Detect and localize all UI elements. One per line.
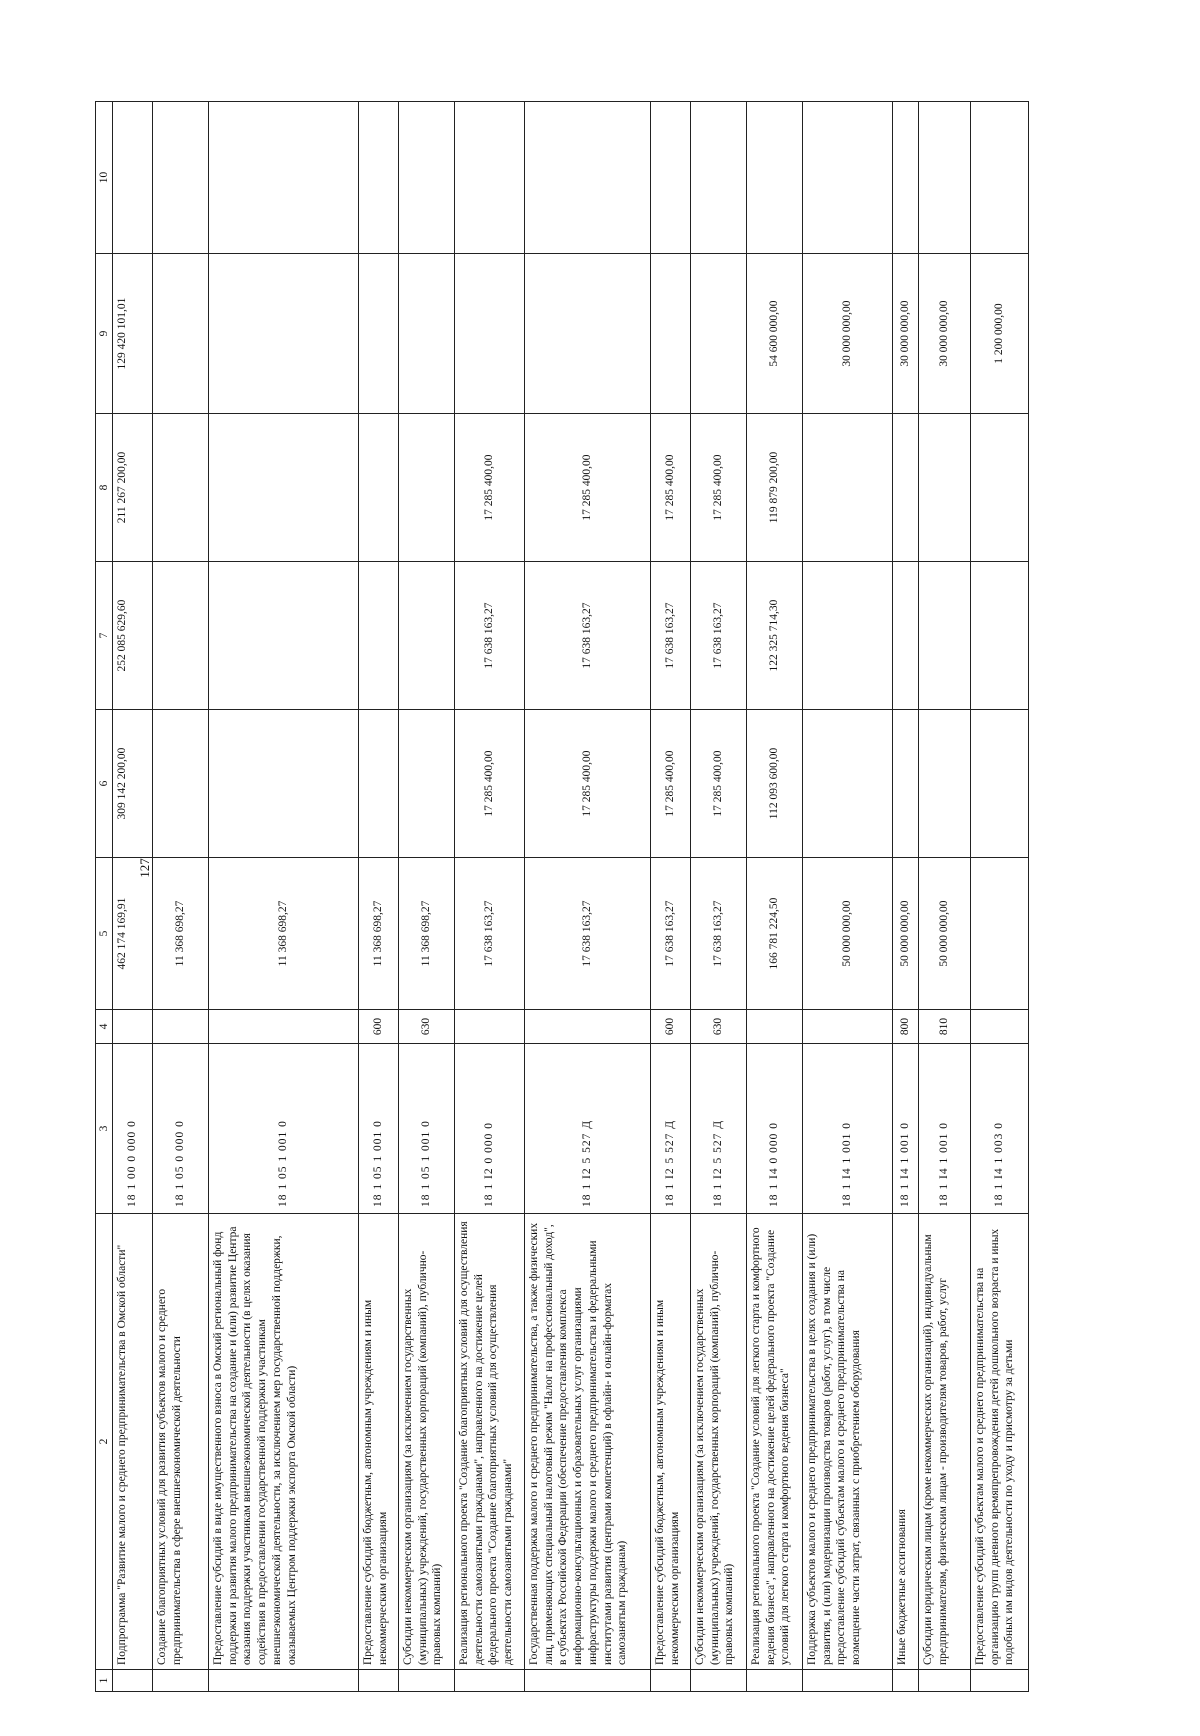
value-col7-cell xyxy=(893,562,919,710)
group-cell xyxy=(209,1010,359,1044)
row-name-cell: Предоставление субсидий бюджетным, автономным учреждениям и иным некоммерческим организациям xyxy=(651,1214,691,1670)
value-col10-cell xyxy=(153,102,209,254)
group-cell: 630 xyxy=(399,1010,455,1044)
value-col9-cell xyxy=(651,254,691,414)
value-col6-cell xyxy=(803,710,893,858)
group-cell xyxy=(803,1010,893,1044)
blank-cell xyxy=(209,1670,359,1692)
table-row xyxy=(691,102,747,1692)
group-cell xyxy=(153,1010,209,1044)
value-col5-cell: 50 000 000,00 xyxy=(893,858,919,1010)
value-col5-cell: 11 368 698,27 xyxy=(359,858,399,1010)
group-cell: 600 xyxy=(359,1010,399,1044)
table-row xyxy=(893,102,919,1692)
group-cell xyxy=(455,1010,525,1044)
value-col8-cell xyxy=(893,414,919,562)
group-cell xyxy=(747,1010,803,1044)
code-cell: 18 1 I4 1 001 0 xyxy=(803,1044,893,1214)
value-col5-cell xyxy=(971,858,1029,1010)
value-col6-cell: 17 285 400,00 xyxy=(651,710,691,858)
code-cell: 18 1 I2 5 527 Д xyxy=(525,1044,651,1214)
value-col6-cell: 112 093 600,00 xyxy=(747,710,803,858)
value-col8-cell xyxy=(209,414,359,562)
value-col6-cell xyxy=(919,710,971,858)
row-name-cell: Предоставление субсидий бюджетным, автономным учреждениям и иным некоммерческим организациям xyxy=(359,1214,399,1670)
value-col7-cell xyxy=(971,562,1029,710)
group-cell xyxy=(971,1010,1029,1044)
blank-cell xyxy=(455,1670,525,1692)
header-row xyxy=(96,102,113,1692)
column-header: 3 xyxy=(96,1044,113,1214)
blank-cell xyxy=(971,1670,1029,1692)
table-row xyxy=(651,102,691,1692)
value-col10-cell xyxy=(893,102,919,254)
value-col6-cell xyxy=(359,710,399,858)
value-col6-cell xyxy=(971,710,1029,858)
value-col8-cell xyxy=(359,414,399,562)
table-row xyxy=(399,102,455,1692)
table-row xyxy=(747,102,803,1692)
value-col7-cell: 17 638 163,27 xyxy=(651,562,691,710)
value-col9-cell: 30 000 000,00 xyxy=(893,254,919,414)
row-name-cell: Субсидии юридическим лицам (кроме некоммерческих организаций), индивидуальным предпринимателям, физическим лицам - производителям товаров, работ, услуг xyxy=(919,1214,971,1670)
column-header: 8 xyxy=(96,414,113,562)
row-name-cell: Субсидии некоммерческим организациям (за исключением государственных (муниципальных) учреждений, государственных корпораций (компаний), публично-правовых компаний) xyxy=(691,1214,747,1670)
value-col8-cell: 17 285 400,00 xyxy=(525,414,651,562)
blank-cell xyxy=(893,1670,919,1692)
value-col10-cell xyxy=(919,102,971,254)
column-header: 1 xyxy=(96,1670,113,1692)
value-col10-cell xyxy=(399,102,455,254)
value-col7-cell xyxy=(803,562,893,710)
value-col8-cell: 17 285 400,00 xyxy=(455,414,525,562)
code-cell: 18 1 I4 1 001 0 xyxy=(919,1044,971,1214)
table-row xyxy=(153,102,209,1692)
value-col7-cell: 17 638 163,27 xyxy=(455,562,525,710)
row-name-cell: Иные бюджетные ассигнования xyxy=(893,1214,919,1670)
blank-cell xyxy=(113,1670,153,1692)
value-col10-cell xyxy=(209,102,359,254)
value-col10-cell xyxy=(747,102,803,254)
table-row xyxy=(971,102,1029,1692)
value-col9-cell xyxy=(209,254,359,414)
value-col9-cell xyxy=(359,254,399,414)
budget-table xyxy=(95,101,1029,1692)
value-col9-cell xyxy=(525,254,651,414)
value-col8-cell: 119 879 200,00 xyxy=(747,414,803,562)
value-col10-cell xyxy=(113,102,153,254)
value-col5-cell: 11 368 698,27 xyxy=(153,858,209,1010)
row-name-cell: Создание благоприятных условий для развития субъектов малого и среднего предпринимательства в сфере внешнеэкономической деятельности xyxy=(153,1214,209,1670)
value-col10-cell xyxy=(803,102,893,254)
blank-cell xyxy=(399,1670,455,1692)
value-col9-cell xyxy=(691,254,747,414)
value-col5-cell: 17 638 163,27 xyxy=(691,858,747,1010)
value-col6-cell: 309 142 200,00 xyxy=(113,710,153,858)
value-col7-cell: 17 638 163,27 xyxy=(525,562,651,710)
blank-cell xyxy=(919,1670,971,1692)
table-row xyxy=(359,102,399,1692)
value-col8-cell xyxy=(919,414,971,562)
row-name-cell: Реализация регионального проекта "Создание условий для легкого старта и комфортного ведения бизнеса", направленного на достижение целей федерального проекта "Создание условий для легкого старта и комфортного ведения бизнеса" xyxy=(747,1214,803,1670)
value-col5-cell: 462 174 169,91 xyxy=(113,858,153,1010)
table-row xyxy=(209,102,359,1692)
value-col10-cell xyxy=(359,102,399,254)
column-header: 10 xyxy=(96,102,113,254)
code-cell: 18 1 I2 5 527 Д xyxy=(691,1044,747,1214)
value-col9-cell: 129 420 101,01 xyxy=(113,254,153,414)
rotated-table-container xyxy=(95,102,1135,1692)
row-name-cell: Реализация регионального проекта "Создание благоприятных условий для осуществления деятельности самозанятыми гражданами", направленного на достижение целей федерального проекта "Создание благоприятных условий для осуществления деятельности самозанятыми гражданами" xyxy=(455,1214,525,1670)
blank-cell xyxy=(153,1670,209,1692)
group-cell: 600 xyxy=(651,1010,691,1044)
value-col8-cell xyxy=(399,414,455,562)
code-cell: 18 1 I2 0 000 0 xyxy=(455,1044,525,1214)
value-col9-cell: 1 200 000,00 xyxy=(971,254,1029,414)
value-col7-cell xyxy=(359,562,399,710)
blank-cell xyxy=(359,1670,399,1692)
code-cell: 18 1 00 0 000 0 xyxy=(113,1044,153,1214)
value-col10-cell xyxy=(651,102,691,254)
column-header: 2 xyxy=(96,1214,113,1670)
value-col7-cell xyxy=(153,562,209,710)
value-col5-cell: 11 368 698,27 xyxy=(399,858,455,1010)
value-col6-cell: 17 285 400,00 xyxy=(455,710,525,858)
code-cell: 18 1 05 0 000 0 xyxy=(153,1044,209,1214)
row-name-cell: Предоставление субсидий в виде имущественного взноса в Омский региональный фонд поддержки и развития малого предпринимательства на создание и (или) развитие Центра оказания поддержки участникам внешнеэкономической деятельности (в целях оказания содействия в предоставлении государственной поддержки участникам внешнеэкономической деятельности, за исключением мер государственной поддержки, оказываемых Центром поддержки экспорта Омской области) xyxy=(209,1214,359,1670)
value-col8-cell xyxy=(153,414,209,562)
code-cell: 18 1 I2 5 527 Д xyxy=(651,1044,691,1214)
value-col9-cell: 54 600 000,00 xyxy=(747,254,803,414)
value-col8-cell: 17 285 400,00 xyxy=(691,414,747,562)
value-col9-cell: 30 000 000,00 xyxy=(803,254,893,414)
page-number: 127 xyxy=(136,858,152,878)
value-col9-cell xyxy=(399,254,455,414)
table-row xyxy=(525,102,651,1692)
blank-cell xyxy=(747,1670,803,1692)
value-col5-cell: 50 000 000,00 xyxy=(919,858,971,1010)
value-col6-cell xyxy=(399,710,455,858)
value-col8-cell xyxy=(971,414,1029,562)
group-cell xyxy=(525,1010,651,1044)
value-col6-cell: 17 285 400,00 xyxy=(525,710,651,858)
value-col7-cell xyxy=(919,562,971,710)
value-col10-cell xyxy=(525,102,651,254)
value-col9-cell xyxy=(153,254,209,414)
group-cell xyxy=(113,1010,153,1044)
group-cell: 800 xyxy=(893,1010,919,1044)
table-row xyxy=(455,102,525,1692)
value-col7-cell: 17 638 163,27 xyxy=(691,562,747,710)
value-col6-cell xyxy=(893,710,919,858)
value-col5-cell: 17 638 163,27 xyxy=(455,858,525,1010)
column-header: 7 xyxy=(96,562,113,710)
column-header: 5 xyxy=(96,858,113,1010)
blank-cell xyxy=(803,1670,893,1692)
row-name-cell: Предоставление субсидий субъектам малого и среднего предпринимательства на организацию групп дневного времяпрепровождения детей дошкольного возраста и иных подобных им видов деятельности по уходу и присмотру за детьми xyxy=(971,1214,1029,1670)
value-col7-cell xyxy=(209,562,359,710)
table-row xyxy=(919,102,971,1692)
value-col6-cell: 17 285 400,00 xyxy=(691,710,747,858)
code-cell: 18 1 05 1 001 0 xyxy=(399,1044,455,1214)
column-header: 9 xyxy=(96,254,113,414)
code-cell: 18 1 05 1 001 0 xyxy=(359,1044,399,1214)
blank-cell xyxy=(651,1670,691,1692)
value-col5-cell: 17 638 163,27 xyxy=(525,858,651,1010)
table-row xyxy=(113,102,153,1692)
value-col8-cell: 17 285 400,00 xyxy=(651,414,691,562)
value-col10-cell xyxy=(971,102,1029,254)
group-cell: 810 xyxy=(919,1010,971,1044)
value-col5-cell: 17 638 163,27 xyxy=(651,858,691,1010)
blank-cell xyxy=(525,1670,651,1692)
table-row xyxy=(803,102,893,1692)
row-name-cell: Субсидии некоммерческим организациям (за исключением государственных (муниципальных) учреждений, государственных корпораций (компаний), публично-правовых компаний) xyxy=(399,1214,455,1670)
value-col6-cell xyxy=(153,710,209,858)
value-col10-cell xyxy=(691,102,747,254)
value-col10-cell xyxy=(455,102,525,254)
blank-cell xyxy=(691,1670,747,1692)
value-col5-cell: 11 368 698,27 xyxy=(209,858,359,1010)
value-col5-cell: 166 781 224,50 xyxy=(747,858,803,1010)
column-header: 6 xyxy=(96,710,113,858)
code-cell: 18 1 I4 0 000 0 xyxy=(747,1044,803,1214)
code-cell: 18 1 05 1 001 0 xyxy=(209,1044,359,1214)
value-col9-cell xyxy=(455,254,525,414)
group-cell: 630 xyxy=(691,1010,747,1044)
value-col6-cell xyxy=(209,710,359,858)
row-name-cell: Государственная поддержка малого и среднего предпринимательства, а также физических лиц, применяющих специальный налоговый режим "Налог на профессиональный доход", в субъектах Российской Федерации (обеспечение предоставления комплекса информационно-консультационных и образовательных услуг организациями инфраструктуры поддержки малого и среднего предпринимательства и федеральными институтами развития (центрами компетенций) в офлайн- и онлайн-форматах самозанятым гражданам) xyxy=(525,1214,651,1670)
value-col8-cell xyxy=(803,414,893,562)
row-name-cell: Подпрограмма "Развитие малого и среднего предпринимательства в Омской области" xyxy=(113,1214,153,1670)
column-header: 4 xyxy=(96,1010,113,1044)
value-col5-cell: 50 000 000,00 xyxy=(803,858,893,1010)
value-col7-cell: 122 325 714,30 xyxy=(747,562,803,710)
value-col7-cell: 252 085 629,60 xyxy=(113,562,153,710)
code-cell: 18 1 I4 1 003 0 xyxy=(971,1044,1029,1214)
value-col9-cell: 30 000 000,00 xyxy=(919,254,971,414)
value-col8-cell: 211 267 200,00 xyxy=(113,414,153,562)
value-col7-cell xyxy=(399,562,455,710)
row-name-cell: Поддержка субъектов малого и среднего предпринимательства в целях создания и (или) развития, и (или) модернизации производства товаров (работ, услуг), в том числе предоставление субсидий субъектам малого и среднего предпринимательства на возмещение части затрат, связанных с приобретением оборудования xyxy=(803,1214,893,1670)
code-cell: 18 1 I4 1 001 0 xyxy=(893,1044,919,1214)
